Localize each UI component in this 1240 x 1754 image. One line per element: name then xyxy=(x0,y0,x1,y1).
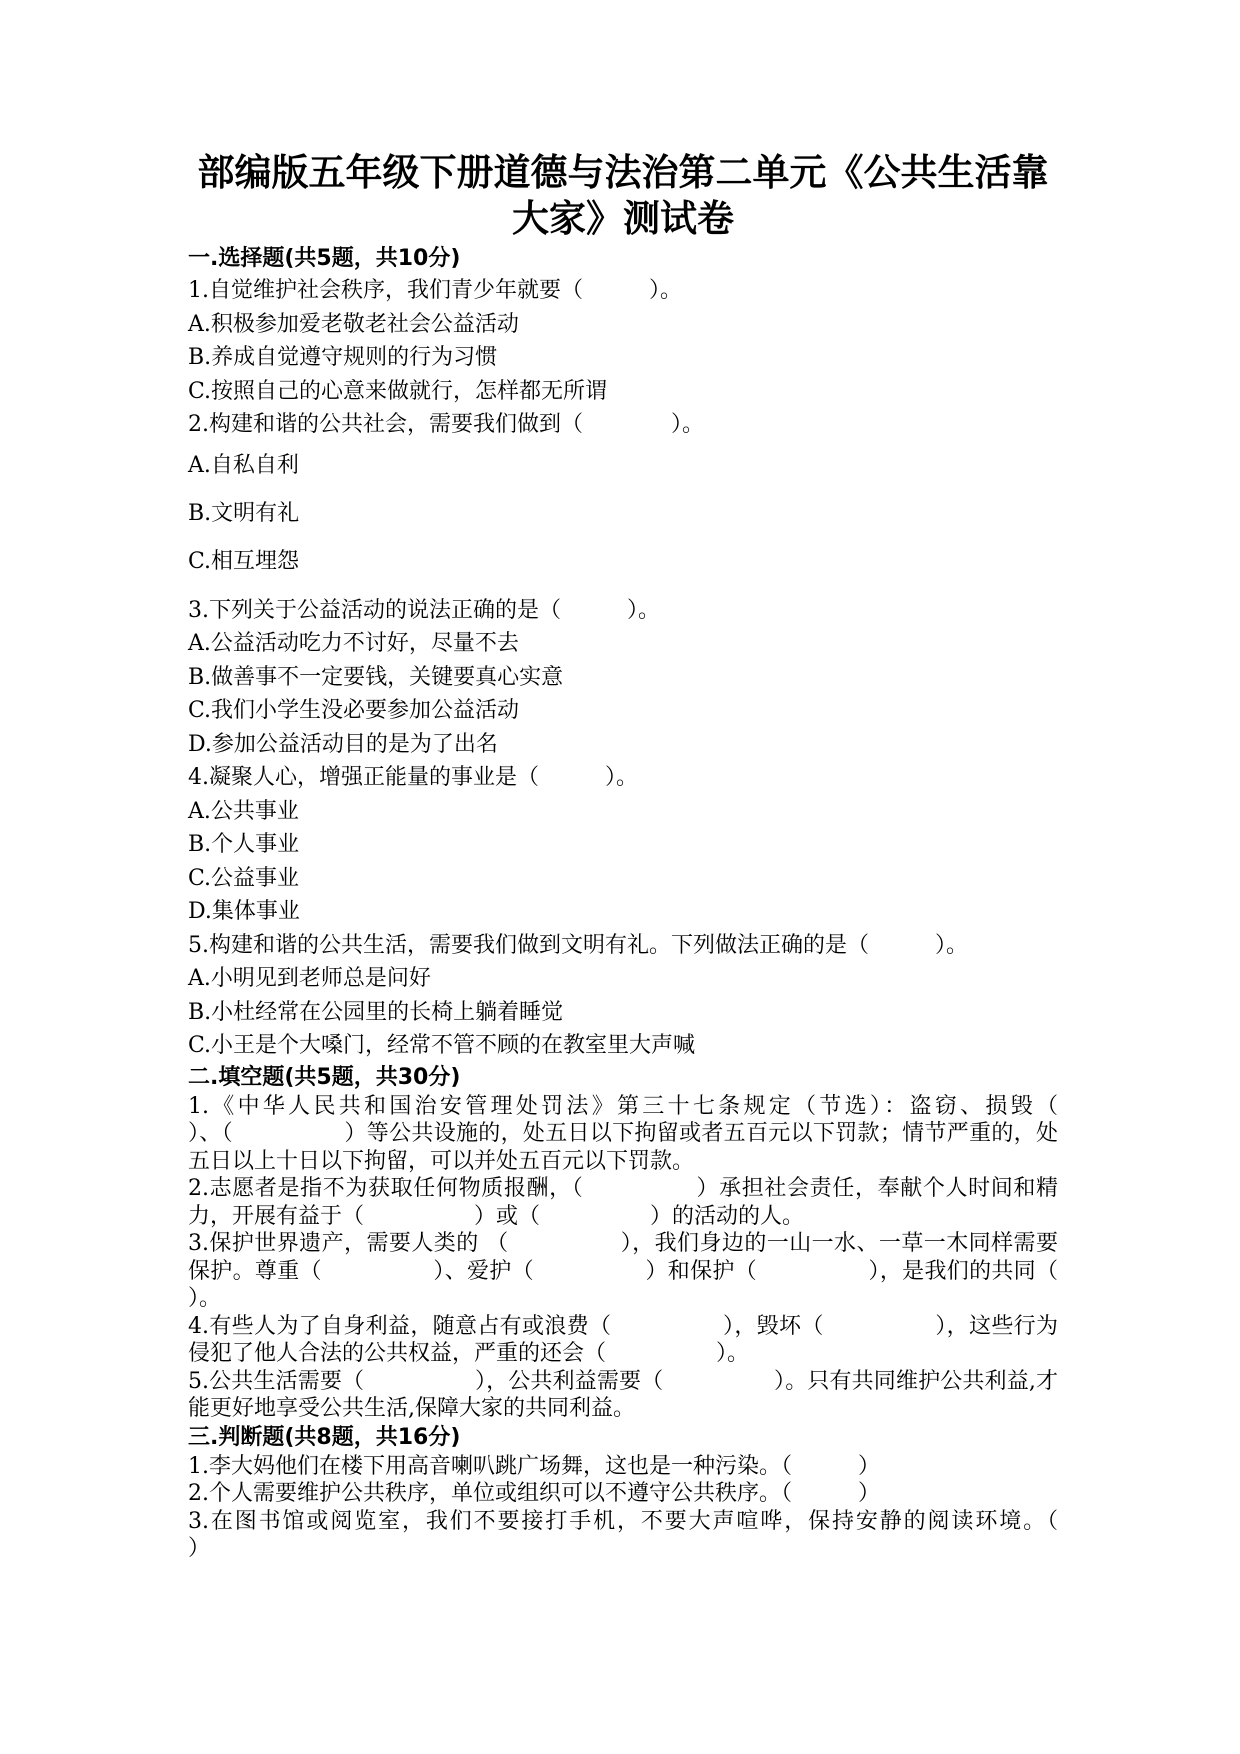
option-d: D.集体事业 xyxy=(188,899,300,924)
choice-question-1 xyxy=(188,274,1058,408)
question-stem: 3.下列关于公益活动的说法正确的是（ ）。 xyxy=(188,597,660,623)
option-a: A.公益活动吃力不讨好，尽量不去 xyxy=(188,631,519,656)
option-b: B.个人事业 xyxy=(188,832,300,857)
choice-question-5 xyxy=(188,929,1058,1063)
title-line-2: 大家》测试卷 xyxy=(512,197,734,240)
choice-question-4 xyxy=(188,761,1058,929)
option-c: C.相互埋怨 xyxy=(188,548,300,574)
judge-question-2: 2.个人需要维护公共秩序，单位或组织可以不遵守公共秩序。（ ） xyxy=(188,1481,880,1506)
option-a: A.自私自利 xyxy=(188,452,299,478)
question-stem: 5.构建和谐的公共生活，需要我们做到文明有礼。下列做法正确的是（ ）。 xyxy=(188,932,968,958)
option-c: C.按照自己的心意来做就行，怎样都无所谓 xyxy=(188,378,608,404)
section-heading-fill: 二.填空题(共5题，共30分) xyxy=(188,1064,461,1090)
option-b: B.小杜经常在公园里的长椅上躺着睡觉 xyxy=(188,999,564,1025)
exam-page xyxy=(188,150,1169,1563)
option-c: C.公益事业 xyxy=(188,865,300,891)
option-c: C.小王是个大嗓门，经常不管不顾的在教室里大声喊 xyxy=(188,1033,696,1058)
option-b: B.文明有礼 xyxy=(188,500,300,526)
exam-title xyxy=(188,150,1058,242)
option-a: A.积极参加爱老敬老社会公益活动 xyxy=(188,311,519,337)
question-stem: 1.自觉维护社会秩序，我们青少年就要（ ）。 xyxy=(188,278,682,303)
option-d: D.参加公益活动目的是为了出名 xyxy=(188,731,498,757)
judge-question-1: 1.李大妈他们在楼下用高音喇叭跳广场舞，这也是一种污染。（ ） xyxy=(188,1453,880,1479)
fill-question-1: 1.《中华人民共和国治安管理处罚法》第三十七条规定（节选）：盗窃、损毁（ ）、（ ）等公共设施的，处五日以下拘留或者五百元以下罚款；情节严重的，处五日以上十日以下拘留，可以并处五百元以下罚款。 xyxy=(188,1093,1169,1174)
title-line-1: 部编版五年级下册道德与法治第二单元《公共生活靠 xyxy=(197,151,1049,194)
fill-question-3: 3.保护世界遗产，需要人类的 （ ），我们身边的一山一水、一草一木同样需要保护。尊重（ ）、爱护（ ）和保护（ ），是我们的共同（ ）。 xyxy=(188,1231,1169,1311)
section-heading-choice: 一.选择题(共5题，共10分) xyxy=(188,246,461,271)
fill-question-4: 4.有些人为了自身利益，随意占有或浪费（ ），毁坏（ ），这些行为侵犯了他人合法的公共权益，严重的还会（ ）。 xyxy=(188,1313,1058,1366)
option-a: A.公共事业 xyxy=(188,798,299,824)
choice-question-2 xyxy=(188,408,1058,586)
option-b: B.养成自觉遵守规则的行为习惯 xyxy=(188,345,498,370)
choice-question-3 xyxy=(188,594,1058,762)
question-stem: 4.凝聚人心，增强正能量的事业是（ ）。 xyxy=(188,765,638,790)
option-c: C.我们小学生没必要参加公益活动 xyxy=(188,698,520,723)
option-a: A.小明见到老师总是问好 xyxy=(188,966,431,991)
option-b: B.做善事不一定要钱，关键要真心实意 xyxy=(188,664,564,690)
fill-question-5: 5.公共生活需要（ ），公共利益需要（ ）。只有共同维护公共利益,才能更好地享受公共生活,保障大家的共同利益。 xyxy=(188,1368,1058,1421)
fill-question-2: 2.志愿者是指不为获取任何物质报酬，（ ）承担社会责任，奉献个人时间和精力，开展有益于（ ）或（ ）的活动的人。 xyxy=(188,1176,1058,1229)
question-stem: 2.构建和谐的公共社会，需要我们做到（ ）。 xyxy=(188,412,704,437)
judge-question-3: 3.在图书馆或阅览室，我们不要接打手机，不要大声喧哗，保持安静的阅读环境。（ ） xyxy=(188,1508,1125,1561)
section-heading-judge: 三.判断题(共8题，共16分) xyxy=(188,1424,461,1450)
